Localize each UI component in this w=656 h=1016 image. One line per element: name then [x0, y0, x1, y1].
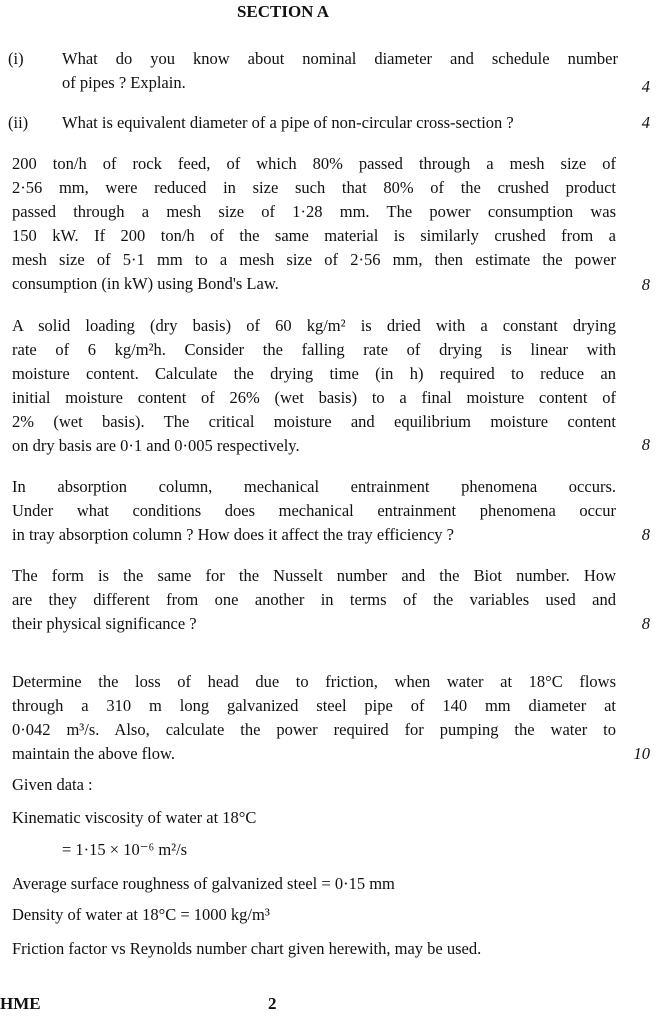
- text-line: in tray absorption column ? How does it affect the tray efficiency ?: [12, 525, 454, 544]
- roughness-value: Average surface roughness of galvanized steel = 0·15 mm: [12, 874, 395, 893]
- text-line: Determine the loss of head due to friction, when water at 18°C flows: [12, 672, 616, 691]
- text-line: on dry basis are 0·1 and 0·005 respectively.: [12, 436, 300, 455]
- question-text: [12, 314, 616, 458]
- question-text: [12, 475, 616, 547]
- question-number: (i): [8, 49, 24, 68]
- text-line: 0·042 m³/s. Also, calculate the power required for pumping the water to: [12, 720, 616, 739]
- marks: 8: [641, 435, 650, 454]
- question-text: [12, 670, 616, 766]
- text-line: 2·56 mm, were reduced in size such that 80% of the crushed product: [12, 178, 616, 197]
- text-line: consumption (in kW) using Bond's Law.: [12, 274, 279, 293]
- text-line: The form is the same for the Nusselt number and the Biot number. How: [12, 566, 616, 585]
- viscosity-label: Kinematic viscosity of water at 18°C: [12, 808, 257, 827]
- text-line: their physical significance ?: [12, 614, 197, 633]
- marks: 8: [641, 525, 650, 544]
- text-line: passed through a mesh size of 1·28 mm. The power consumption was: [12, 202, 616, 221]
- text-line: mesh size of 5·1 mm to a mesh size of 2·56 mm, then estimate the power: [12, 250, 616, 269]
- marks: 10: [633, 744, 650, 763]
- text-line: What do you know about nominal diameter and schedule number: [62, 49, 618, 68]
- text-line: rate of 6 kg/m²h. Consider the falling rate of drying is linear with: [12, 340, 616, 359]
- text-line: A solid loading (dry basis) of 60 kg/m² is dried with a constant drying: [12, 316, 616, 335]
- marks: 4: [641, 113, 650, 132]
- text-line: In absorption column, mechanical entrainment phenomena occurs.: [12, 477, 616, 496]
- text-line: moisture content. Calculate the drying time (in h) required to reduce an: [12, 364, 616, 383]
- given-data-heading: Given data :: [12, 775, 93, 794]
- question-number: (ii): [8, 113, 29, 132]
- paper-code: HME: [0, 994, 41, 1013]
- question-text: [12, 152, 616, 296]
- text-line: maintain the above flow.: [12, 744, 175, 763]
- text-line: are they different from one another in terms of the variables used and: [12, 590, 616, 609]
- marks: 8: [641, 614, 650, 633]
- marks: 4: [641, 77, 650, 96]
- marks: 8: [641, 275, 650, 294]
- text-line: 150 kW. If 200 ton/h of the same material is similarly crushed from a: [12, 226, 616, 245]
- page-number: 2: [268, 994, 277, 1013]
- text-line: through a 310 m long galvanized steel pipe of 140 mm diameter at: [12, 696, 616, 715]
- text-line: 200 ton/h of rock feed, of which 80% passed through a mesh size of: [12, 154, 616, 173]
- text-line: Under what conditions does mechanical entrainment phenomena occur: [12, 501, 616, 520]
- question-text: [62, 111, 614, 135]
- question-text: [62, 47, 618, 95]
- text-line: 2% (wet basis). The critical moisture and equilibrium moisture content: [12, 412, 616, 431]
- text-line: What is equivalent diameter of a pipe of non-circular cross-section ?: [62, 113, 514, 132]
- text-line: of pipes ? Explain.: [62, 73, 186, 92]
- section-title: SECTION A: [236, 2, 330, 21]
- text-line: initial moisture content of 26% (wet basis) to a final moisture content of: [12, 388, 616, 407]
- density-value: Density of water at 18°C = 1000 kg/m³: [12, 905, 270, 924]
- viscosity-value: = 1·15 × 10⁻⁶ m²/s: [62, 840, 188, 859]
- question-text: [12, 564, 616, 636]
- chart-note: Friction factor vs Reynolds number chart given herewith, may be used.: [12, 939, 482, 958]
